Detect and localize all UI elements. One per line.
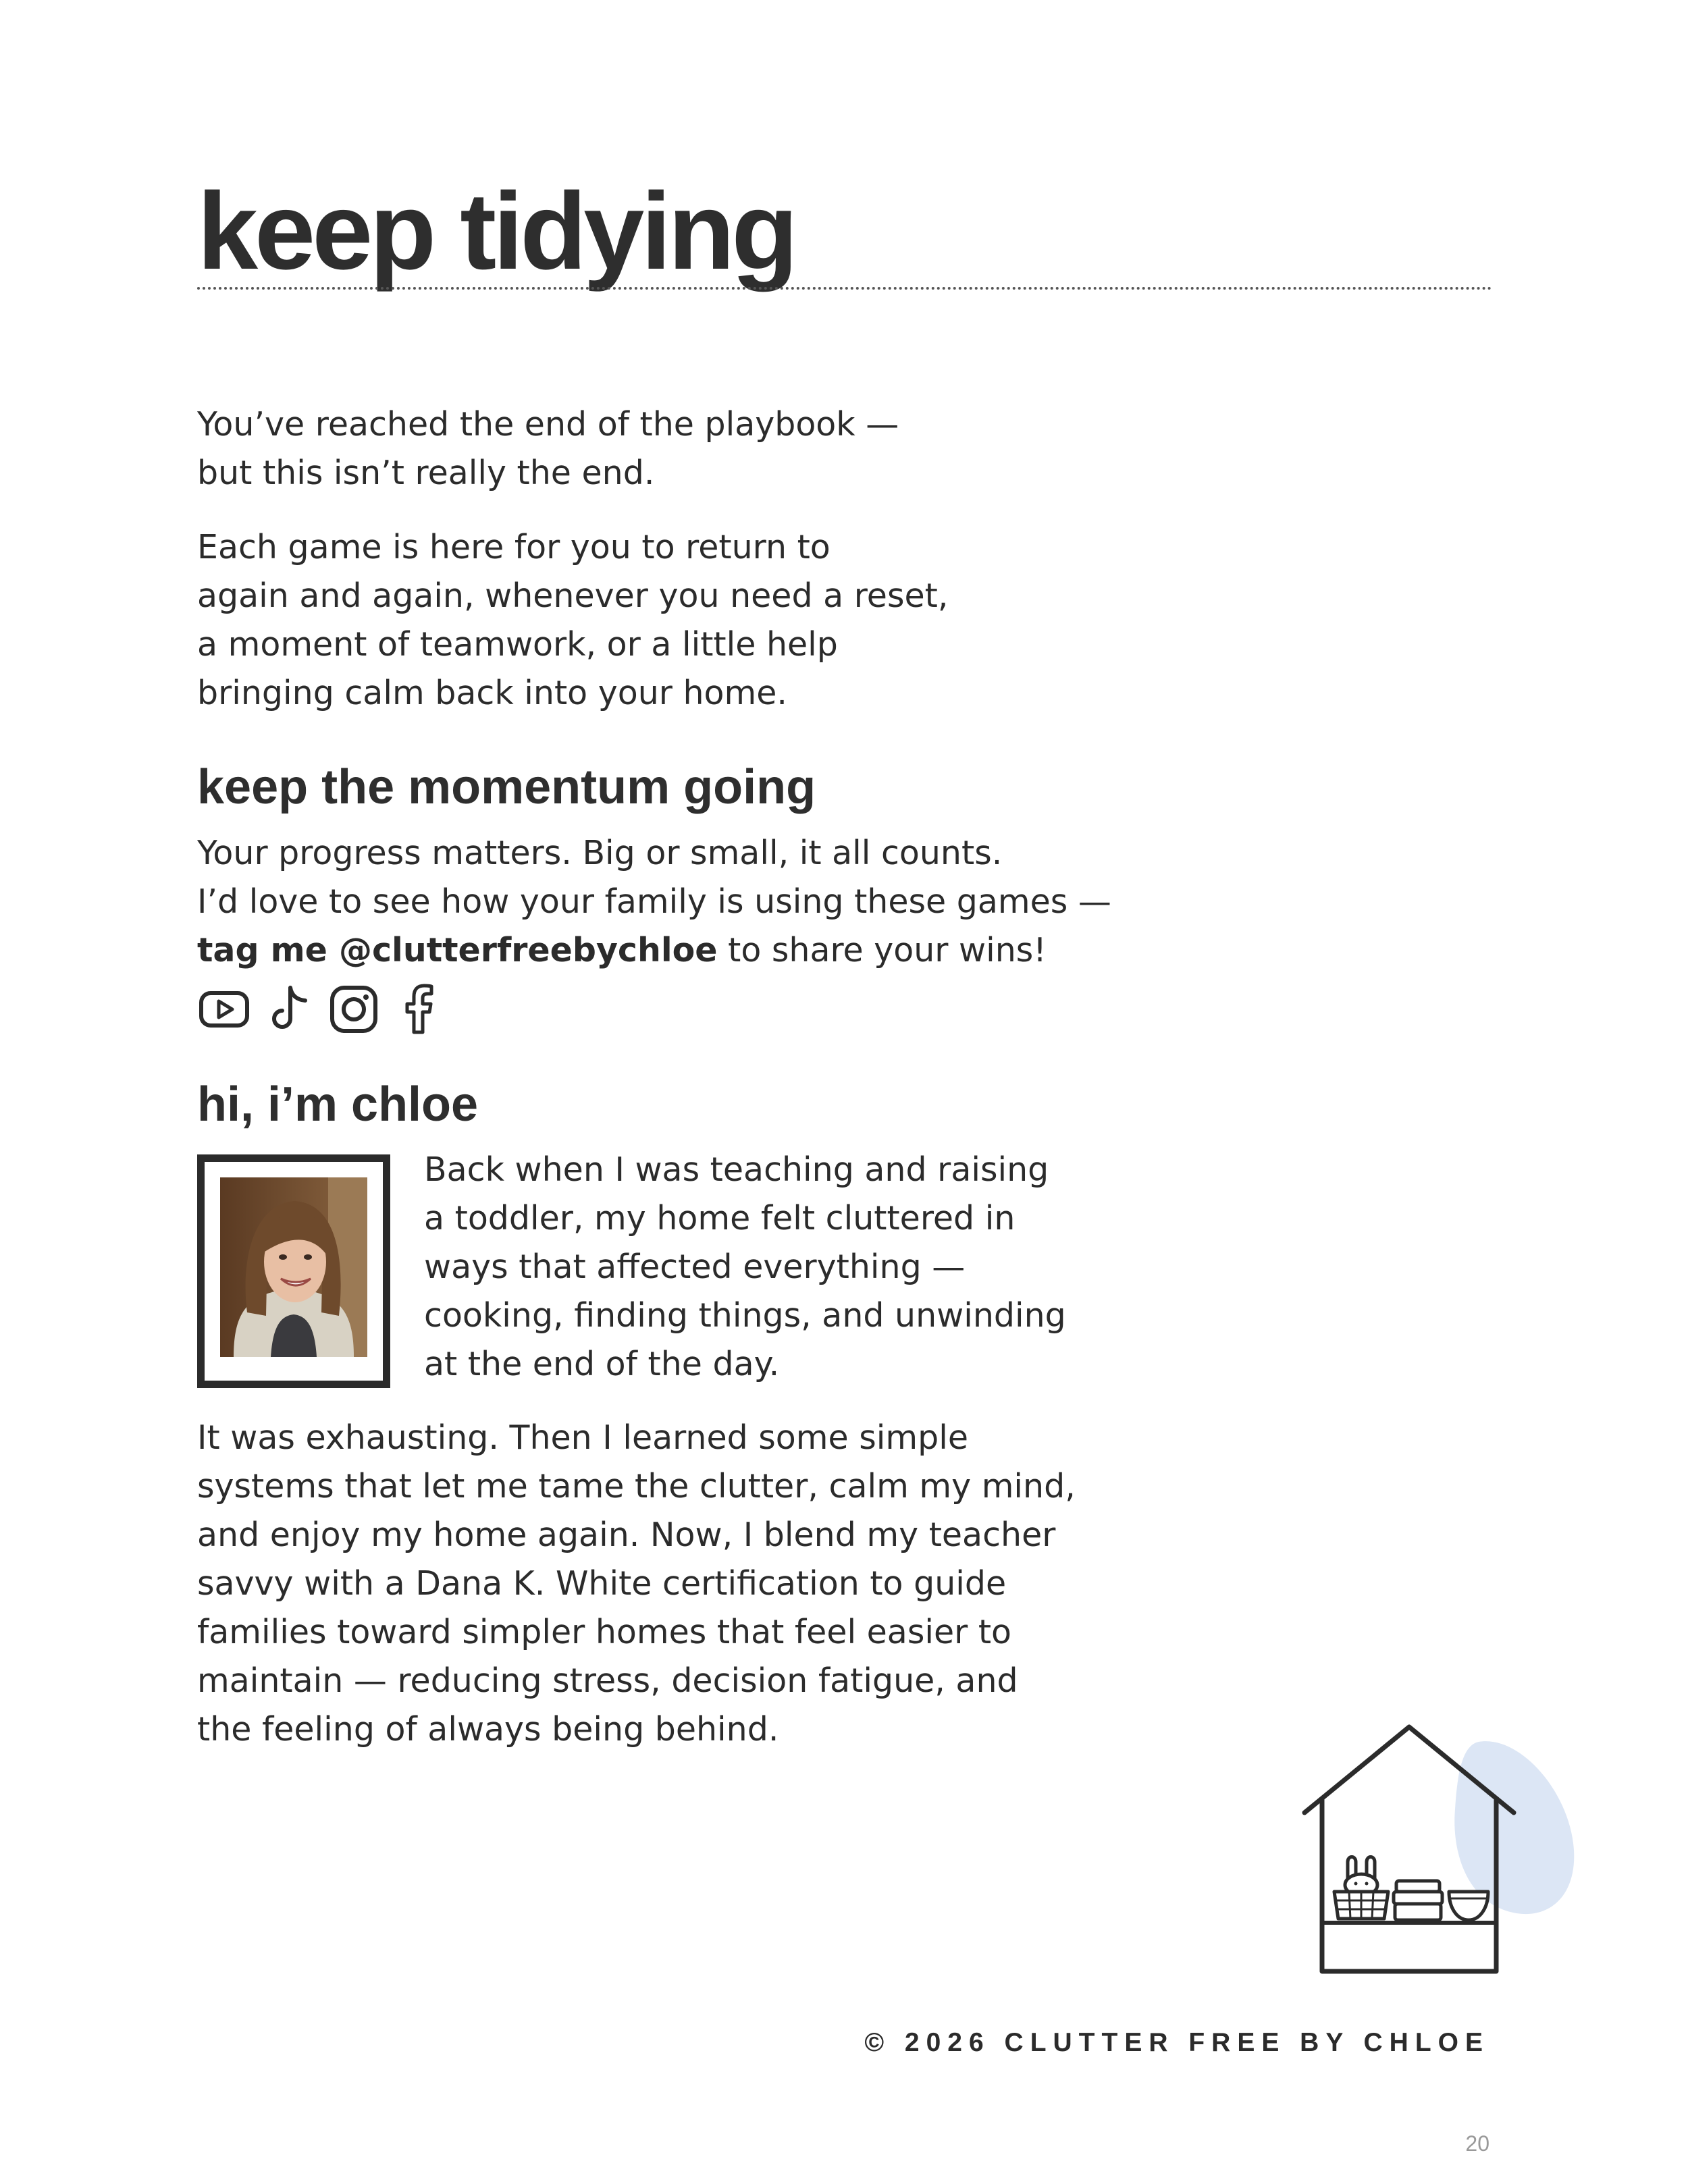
youtube-icon[interactable] [197,982,251,1036]
author-photo [220,1177,367,1357]
tiktok-icon[interactable] [262,982,316,1036]
about-story-paragraph: It was exhausting. Then I learned some simple systems that let me tame the clutter, calm my mind, and enjoy my home again. Now, I blend my teacher savvy with a Dana K. White certification to guide families toward simpler homes that feel easier to maintain — reducing stress, decision fatigue, and the feeling of always being behind. [197,1418,1076,1749]
tag-line-rest: to share your wins! [717,931,1047,969]
intro-paragraph-1: You’ve reached the end of the playbook — but this isn’t really the end. [197,405,899,492]
about-intro-paragraph: Back when I was teaching and raising a toddler, my home felt cluttered in ways that affected everything — cooking, finding things, and unwinding at the end of the day. [424,1150,1066,1383]
social-icons [197,982,446,1036]
title-dotted-rule [197,287,1492,290]
facebook-icon[interactable] [392,982,446,1036]
momentum-heading: keep the momentum going [197,760,816,814]
author-photo-frame [197,1154,390,1388]
copyright-footer: © 2026 CLUTTER FREE BY CHLOE [864,2028,1489,2057]
momentum-paragraph: Your progress matters. Big or small, it all counts. I’d love to see how your family is using these games — [197,834,1111,921]
about-heading: hi, i’m chloe [197,1077,479,1131]
page-title: keep tidying [197,170,795,292]
intro-paragraph-2: Each game is here for you to return to again and again, whenever you need a reset, a moment of teamwork, or a little help bringing calm back into your home. [197,528,949,712]
instagram-icon[interactable] [327,982,381,1036]
social-handle[interactable]: tag me @clutterfreebychloe [197,931,718,969]
tag-line [197,926,1047,975]
house-illustration [1283,1715,1593,1985]
page-number: 20 [1465,2131,1489,2156]
